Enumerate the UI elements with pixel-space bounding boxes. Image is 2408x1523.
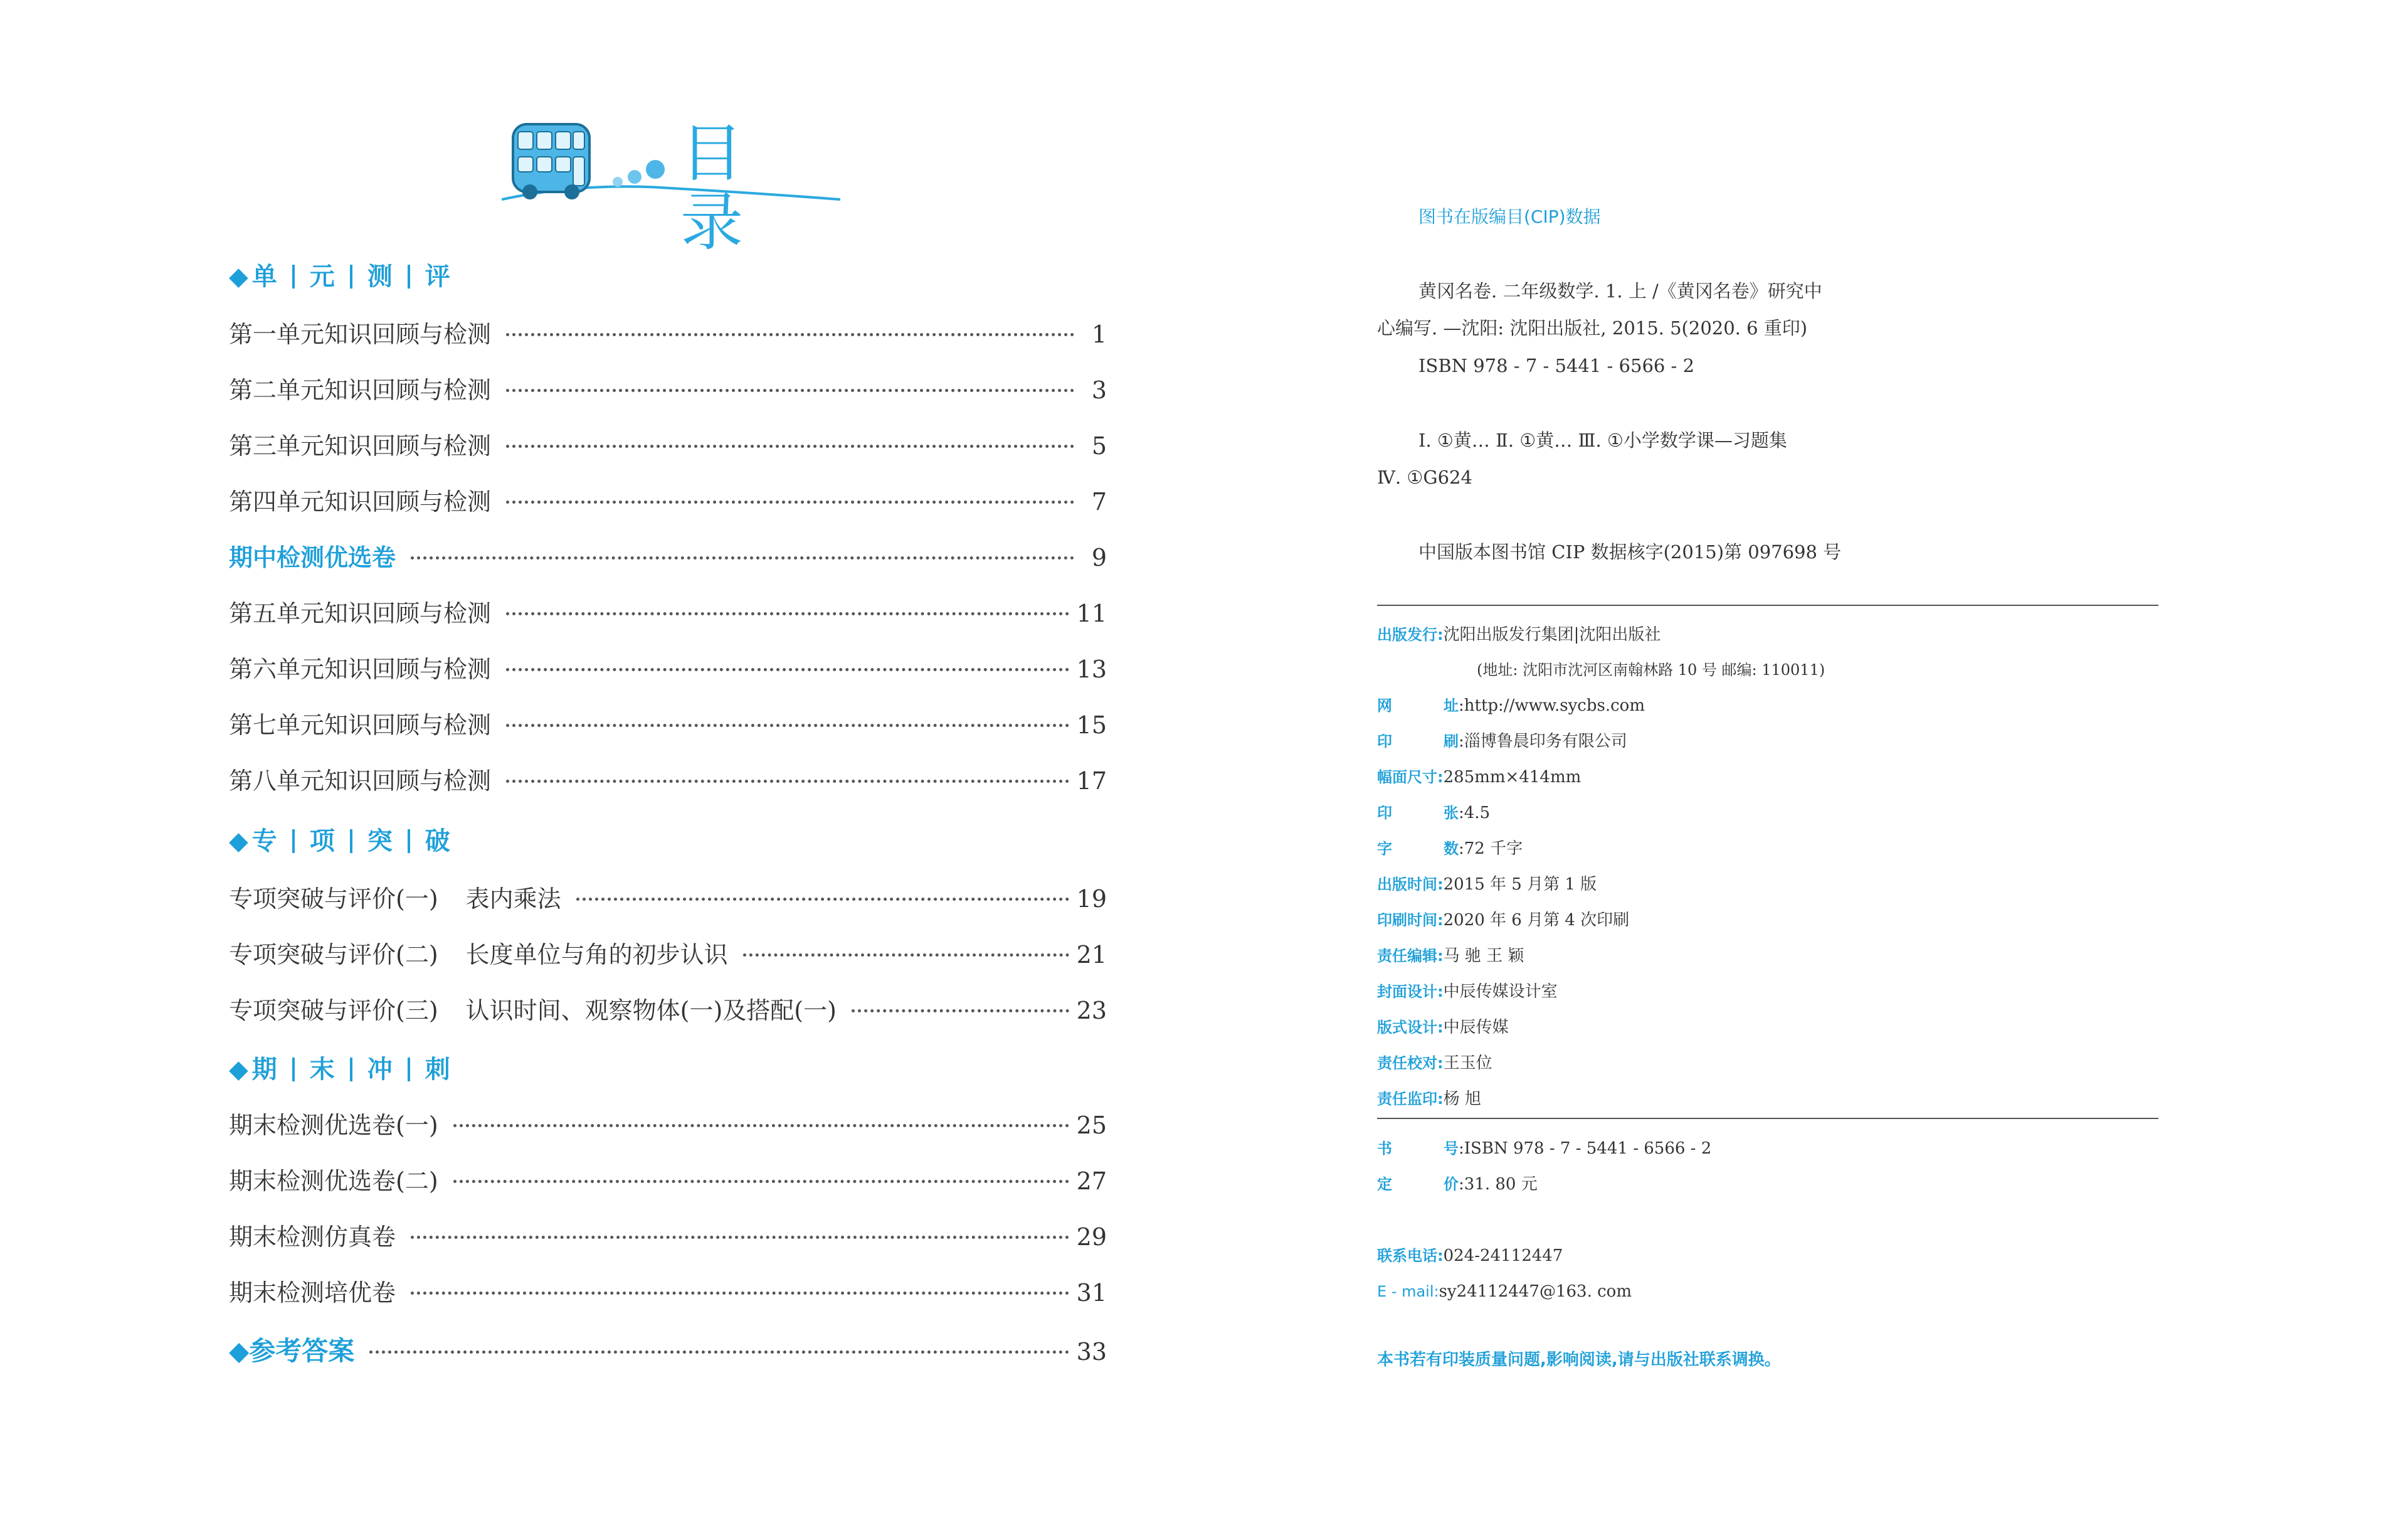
toc-row[interactable]: [229, 316, 1107, 353]
info-website: [1377, 693, 1645, 718]
toc-row[interactable]: [229, 1162, 1107, 1200]
toc-label: 第一单元知识回顾与检测: [229, 321, 492, 348]
toc-row-answers[interactable]: [229, 1332, 1107, 1370]
diamond-icon: ◆: [229, 262, 248, 291]
info-key: 印: [1377, 804, 1392, 822]
cip-line: 心编写. —沈阳: 沈阳出版社, 2015. 5(2020. 6 重印): [1377, 317, 1808, 339]
toc-page-number: 1: [1091, 321, 1107, 348]
toc-label: 第三单元知识回顾与检测: [229, 432, 492, 460]
toc-label: ◆参考答案: [229, 1335, 355, 1366]
toc-row[interactable]: [229, 371, 1107, 409]
toc-label: 期末检测仿真卷: [229, 1223, 396, 1251]
info-key: E - mail:: [1377, 1283, 1439, 1300]
info-value: 杨 旭: [1443, 1090, 1481, 1108]
toc-row[interactable]: [229, 1106, 1107, 1144]
toc-label: 第七单元知识回顾与检测: [229, 711, 492, 739]
info-value: 沈阳出版发行集团|沈阳出版社: [1443, 625, 1661, 644]
cip-classification: Ⅰ. ①黄… Ⅱ. ①黄… Ⅲ. ①小学数学课—习题集: [1418, 430, 1787, 451]
toc-label: 期末检测优选卷(二): [229, 1167, 438, 1195]
toc-label: 期中检测优选卷: [229, 544, 396, 571]
cip-title: 图书在版编目(CIP)数据: [1418, 206, 1601, 227]
toc-row[interactable]: [229, 1274, 1107, 1312]
toc-label: 期末检测培优卷: [229, 1279, 396, 1307]
toc-row[interactable]: [229, 880, 1107, 918]
info-key: 责任监印:: [1377, 1090, 1444, 1108]
section-char: 突: [367, 827, 393, 856]
info-key: 联系电话:: [1377, 1247, 1444, 1265]
info-key: 印刷时间:: [1377, 911, 1444, 929]
section-char: 期: [251, 1055, 277, 1084]
section-char: 末: [309, 1055, 335, 1084]
info-layout: [1377, 1015, 1509, 1040]
info-pubtime: [1377, 872, 1597, 897]
section-char: 测: [367, 262, 393, 291]
toc-page-number: 19: [1076, 885, 1107, 913]
info-key: 幅面尺寸:: [1377, 768, 1444, 786]
info-book-number: [1377, 1136, 1711, 1161]
info-key: 责任校对:: [1377, 1054, 1444, 1072]
toc-page-number: 15: [1076, 711, 1107, 739]
toc-label: 第六单元知识回顾与检测: [229, 655, 492, 683]
toc-title: 目录: [680, 117, 762, 259]
toc-label: 专项突破与评价(一): [229, 885, 438, 913]
info-value: 中辰传媒设计室: [1443, 982, 1558, 1001]
section-char: 单: [251, 262, 277, 291]
section-char: 冲: [367, 1055, 393, 1084]
info-key: 书: [1377, 1140, 1392, 1157]
section-char: 破: [425, 827, 450, 856]
info-printtime: [1377, 908, 1629, 933]
toc-subtitle: 认识时间、观察物体(一)及搭配(一): [465, 997, 837, 1024]
info-key: 印: [1377, 733, 1392, 750]
toc-page-number: 13: [1076, 655, 1107, 683]
toc-page-number: 9: [1091, 544, 1107, 571]
section-char: 专: [251, 827, 277, 856]
toc-row[interactable]: [229, 595, 1107, 632]
toc-label: 专项突破与评价(三): [229, 997, 438, 1024]
info-key: 价: [1444, 1175, 1459, 1193]
info-value: :31. 80 元: [1459, 1175, 1538, 1194]
info-key: 出版时间:: [1377, 876, 1444, 893]
info-value: 285mm×414mm: [1443, 768, 1582, 787]
toc-row[interactable]: [229, 992, 1107, 1029]
info-email: [1377, 1279, 1632, 1304]
info-key: 定: [1377, 1175, 1392, 1193]
cip-isbn: ISBN 978 - 7 - 5441 - 6566 - 2: [1418, 355, 1695, 376]
info-size: [1377, 765, 1581, 790]
info-value: 马 驰 王 颖: [1443, 947, 1524, 965]
info-value: :72 千字: [1459, 839, 1523, 858]
info-value: 2015 年 5 月第 1 版: [1443, 875, 1597, 894]
toc-label: 第五单元知识回顾与检测: [229, 600, 492, 627]
cip-verify: 中国版本图书馆 CIP 数据核字(2015)第 097698 号: [1418, 541, 1842, 563]
toc-page-number: 3: [1091, 376, 1107, 404]
toc-row[interactable]: [229, 427, 1107, 465]
info-key: 张: [1444, 804, 1459, 822]
toc-subtitle: 长度单位与角的初步认识: [465, 941, 728, 968]
info-supervisor: [1377, 1086, 1481, 1112]
toc-page-number: 25: [1076, 1112, 1107, 1139]
info-value: :ISBN 978 - 7 - 5441 - 6566 - 2: [1459, 1139, 1712, 1158]
section-head-unit-tests: [229, 258, 450, 295]
info-value[interactable]: sy24112447@163. com: [1439, 1282, 1632, 1301]
section-char: 评: [425, 262, 450, 291]
toc-subtitle: 表内乘法: [465, 885, 561, 913]
info-value: 中辰传媒: [1443, 1018, 1509, 1037]
info-value: :4.5: [1459, 804, 1491, 822]
info-key: 址: [1444, 697, 1459, 714]
info-key: 网: [1377, 697, 1392, 714]
toc-row-midterm[interactable]: [229, 539, 1107, 576]
info-value: :淄博鲁晨印务有限公司: [1459, 732, 1627, 751]
section-char: 刺: [425, 1055, 450, 1084]
toc-row[interactable]: [229, 483, 1107, 521]
toc-page-number: 7: [1091, 488, 1107, 516]
section-char: 元: [309, 262, 335, 291]
info-sheets: [1377, 800, 1490, 825]
info-key: 数: [1444, 840, 1459, 857]
toc-page-number: 21: [1076, 941, 1107, 968]
toc-row[interactable]: [229, 1218, 1107, 1256]
info-key: 封面设计:: [1377, 983, 1444, 1000]
divider: [1377, 1118, 2158, 1119]
toc-label: 期末检测优选卷(一): [229, 1112, 438, 1139]
toc-row[interactable]: [229, 706, 1107, 744]
toc-page-number: 11: [1076, 600, 1107, 627]
info-key: 版式设计:: [1377, 1019, 1444, 1036]
info-address: (地址: 沈阳市沈河区南翰林路 10 号 邮编: 110011): [1477, 661, 1825, 679]
divider: [1377, 605, 2158, 606]
diamond-icon: ◆: [229, 1055, 248, 1084]
toc-page-number: 27: [1076, 1167, 1107, 1195]
toc-row[interactable]: [229, 936, 1107, 974]
info-value: 024-24112447: [1443, 1246, 1563, 1265]
info-value: 王玉位: [1443, 1054, 1492, 1073]
info-phone: [1377, 1243, 1563, 1268]
info-key: 号: [1444, 1140, 1459, 1157]
info-cover: [1377, 979, 1558, 1004]
section-char: 项: [309, 827, 335, 856]
info-printer: [1377, 729, 1627, 754]
toc-page-number: 29: [1076, 1223, 1107, 1251]
toc-page-number: 31: [1076, 1279, 1107, 1307]
info-key: 刷: [1444, 733, 1459, 750]
info-key: 责任编辑:: [1377, 947, 1444, 965]
diamond-icon: ◆: [229, 827, 248, 856]
section-head-final: [229, 1051, 450, 1088]
section-head-special: [229, 822, 450, 860]
cip-classification: Ⅳ. ①G624: [1377, 467, 1472, 488]
info-value[interactable]: :http://www.sycbs.com: [1459, 696, 1645, 715]
info-editor: [1377, 943, 1524, 968]
toc-row[interactable]: [229, 762, 1107, 800]
toc-row[interactable]: [229, 650, 1107, 688]
quality-notice: 本书若有印装质量问题,影响阅读,请与出版社联系调换。: [1377, 1351, 1781, 1369]
info-value: 2020 年 6 月第 4 次印刷: [1443, 911, 1630, 930]
cip-line: 黄冈名卷. 二年级数学. 1. 上 /《黄冈名卷》研究中: [1418, 280, 1822, 302]
toc-header: [502, 117, 840, 259]
toc-label: 第八单元知识回顾与检测: [229, 767, 492, 795]
toc-page-number: 23: [1076, 997, 1107, 1024]
toc-label: 第二单元知识回顾与检测: [229, 376, 492, 404]
info-key: 字: [1377, 840, 1392, 857]
info-price: [1377, 1172, 1538, 1197]
toc-label: 专项突破与评价(二): [229, 941, 438, 968]
toc-label: 第四单元知识回顾与检测: [229, 488, 492, 516]
info-words: [1377, 836, 1523, 861]
toc-page-number: 33: [1076, 1338, 1107, 1366]
info-key: 出版发行:: [1377, 626, 1444, 644]
info-proofreader: [1377, 1051, 1492, 1076]
toc-page-number: 17: [1076, 767, 1107, 795]
toc-page-number: 5: [1091, 432, 1107, 460]
info-publisher: [1377, 622, 1661, 647]
